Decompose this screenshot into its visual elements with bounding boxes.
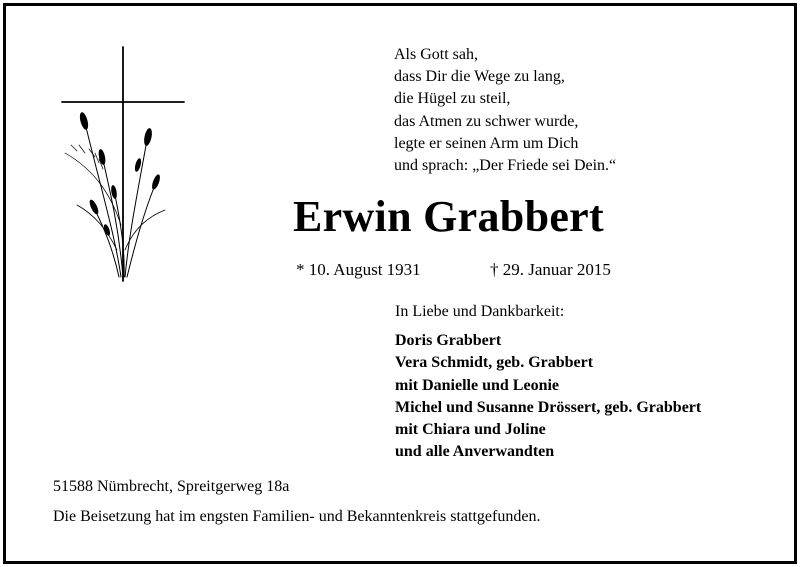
mourner-line: Doris Grabbert xyxy=(395,332,502,349)
mourners-list xyxy=(395,330,701,464)
thanks-heading: In Liebe und Dankbarkeit: xyxy=(395,303,565,320)
poem-line: das Atmen zu schwer wurde, xyxy=(394,112,579,130)
funeral-note: Die Beisetzung hat im engsten Familien- und Bekanntenkreis stattgefunden. xyxy=(53,508,541,525)
cross-with-wheat-icon xyxy=(55,45,190,285)
memorial-poem xyxy=(394,44,714,177)
poem-line: die Hügel zu steil, xyxy=(394,90,511,108)
mourner-line: mit Danielle und Leonie xyxy=(395,376,560,394)
poem-line: legte er seinen Arm um Dich xyxy=(394,134,579,152)
poem-line: dass Dir die Wege zu lang, xyxy=(394,68,565,86)
mourner-line: und alle Anverwandten xyxy=(395,443,555,461)
mourner-line: Michel und Susanne Drössert, geb. Grabbert xyxy=(395,398,702,416)
family-address: 51588 Nümbrecht, Spreitgerweg 18a xyxy=(53,478,290,495)
poem-line: und sprach: „Der Friede sei Dein.“ xyxy=(394,157,617,175)
deceased-name: Erwin Grabbert xyxy=(293,192,604,241)
death-date: † 29. Januar 2015 xyxy=(490,260,611,279)
mourner-line: Vera Schmidt, geb. Grabbert xyxy=(395,354,594,372)
poem-line: Als Gott sah, xyxy=(394,46,478,63)
birth-date: * 10. August 1931 xyxy=(296,260,421,279)
mourner-line: mit Chiara und Joline xyxy=(395,421,546,439)
